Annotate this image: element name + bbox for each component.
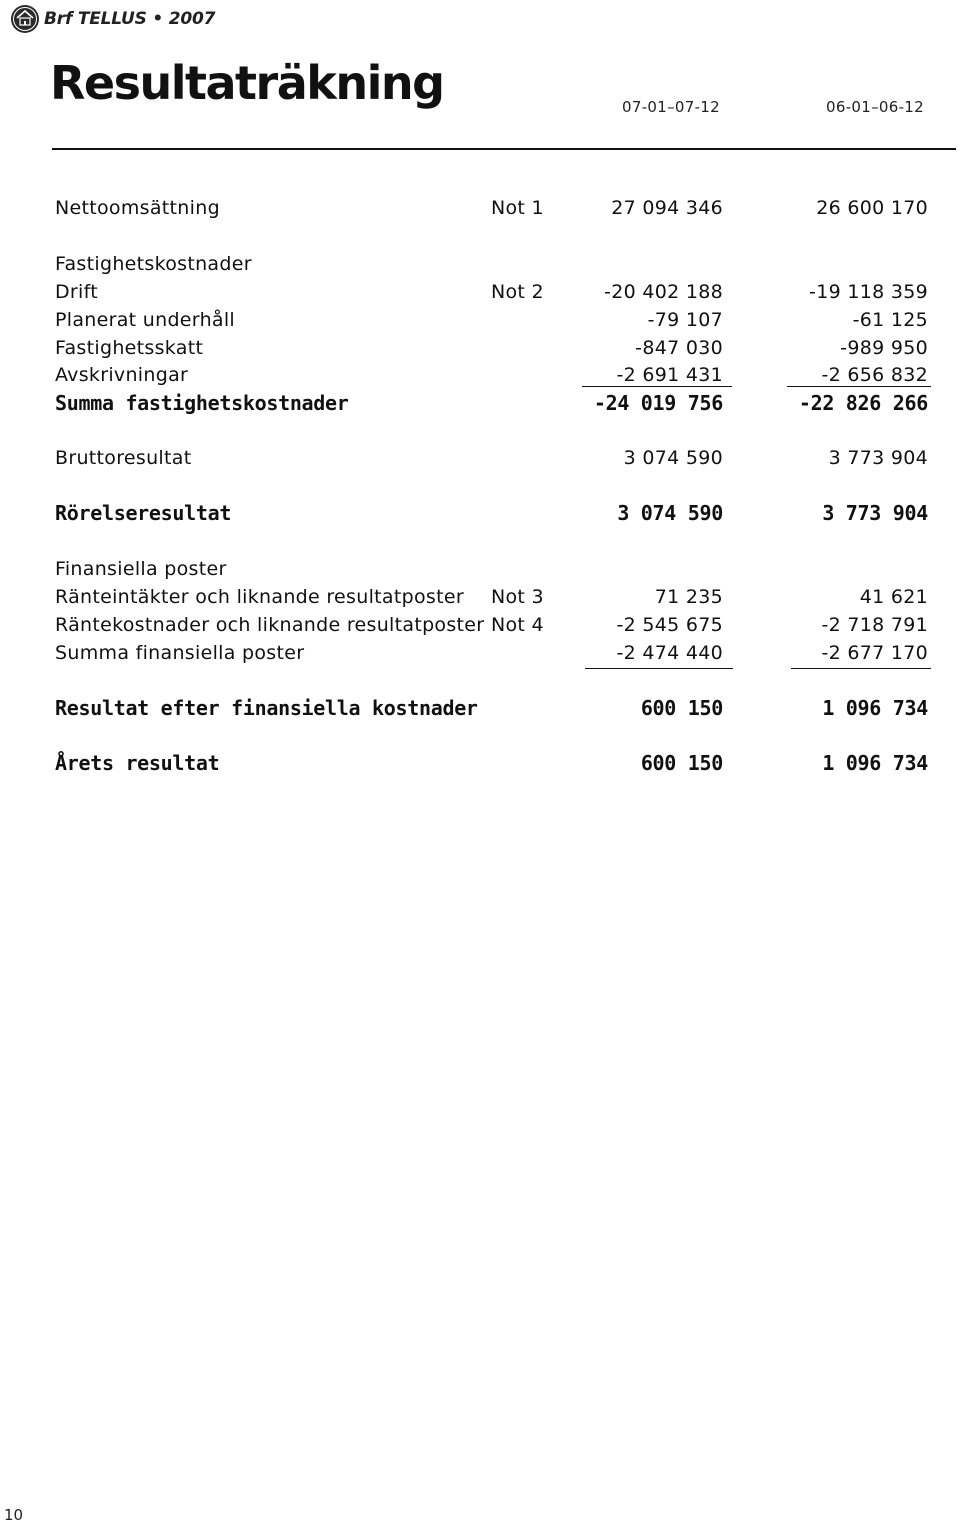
page-number: 10 — [4, 1506, 24, 1524]
value-current: -847 030 — [635, 337, 723, 359]
subtotal-rule-previous — [787, 386, 931, 387]
row-summa-finansiella-poster — [0, 639, 960, 667]
value-previous: 1 096 734 — [822, 696, 928, 720]
value-current: 27 094 346 — [611, 197, 723, 219]
value-previous: -19 118 359 — [809, 281, 928, 303]
value-previous: -61 125 — [852, 309, 928, 331]
title-divider — [52, 148, 956, 150]
period-current-header: 07-01–07-12 — [622, 98, 720, 116]
value-previous: -22 826 266 — [798, 391, 928, 415]
period-previous-header: 06-01–06-12 — [826, 98, 924, 116]
subtotal-rule-previous — [791, 668, 931, 669]
value-current: -2 474 440 — [616, 642, 723, 664]
brand-name: Brf TELLUS • 2007 — [44, 9, 216, 29]
value-current: -20 402 188 — [604, 281, 723, 303]
row-rorelseresultat — [0, 499, 960, 527]
row-label: Räntekostnader och liknande resultatposter — [55, 614, 485, 636]
row-label: Årets resultat — [55, 751, 220, 775]
row-bruttoresultat — [0, 444, 960, 472]
row-label: Avskrivningar — [55, 364, 189, 386]
row-label: Drift — [55, 281, 99, 303]
value-previous: 1 096 734 — [822, 751, 928, 775]
value-current: -2 691 431 — [616, 364, 723, 386]
row-label: Nettoomsättning — [55, 197, 220, 219]
row-avskrivningar — [0, 361, 960, 389]
row-note: Not 4 — [491, 614, 544, 636]
row-label: Summa fastighetskostnader — [55, 391, 349, 415]
row-ranteintakter — [0, 583, 960, 611]
value-previous: -2 656 832 — [821, 364, 928, 386]
row-label: Resultat efter finansiella kostnader — [55, 696, 478, 720]
page-header — [10, 4, 215, 34]
value-previous: -2 677 170 — [821, 642, 928, 664]
value-previous: -2 718 791 — [821, 614, 928, 636]
row-planerat-underhall — [0, 306, 960, 334]
section-heading-label: Finansiella poster — [55, 558, 227, 580]
value-current: 600 150 — [640, 696, 723, 720]
value-current: -2 545 675 — [616, 614, 723, 636]
value-current: -24 019 756 — [593, 391, 723, 415]
brf-tellus-logo-icon — [10, 4, 40, 34]
section-heading-label: Fastighetskostnader — [55, 253, 252, 275]
value-previous: 3 773 904 — [822, 501, 928, 525]
row-note: Not 3 — [491, 586, 544, 608]
subtotal-rule-current — [585, 668, 733, 669]
value-current: 3 074 590 — [617, 501, 723, 525]
row-arets-resultat — [0, 749, 960, 777]
row-label: Bruttoresultat — [55, 447, 192, 469]
row-label: Ränteintäkter och liknande resultatposter — [55, 586, 464, 608]
row-note: Not 1 — [491, 197, 544, 219]
section-heading-fastighetskostnader — [0, 250, 960, 278]
row-label: Planerat underhåll — [55, 309, 236, 331]
value-current: 71 235 — [654, 586, 723, 608]
value-previous: 26 600 170 — [816, 197, 928, 219]
row-fastighetsskatt — [0, 334, 960, 362]
value-previous: 41 621 — [859, 586, 928, 608]
value-previous: 3 773 904 — [828, 447, 928, 469]
subtotal-rule-current — [582, 386, 732, 387]
row-nettoomsattning — [0, 194, 960, 222]
row-label: Fastighetsskatt — [55, 337, 204, 359]
value-current: 600 150 — [640, 751, 723, 775]
row-note: Not 2 — [491, 281, 544, 303]
section-heading-finansiella-poster — [0, 555, 960, 583]
value-current: -79 107 — [647, 309, 723, 331]
row-summa-fastighetskostnader — [0, 389, 960, 417]
page-title: Resultaträkning — [50, 56, 444, 110]
value-previous: -989 950 — [840, 337, 928, 359]
value-current: 3 074 590 — [623, 447, 723, 469]
row-rantekostnader — [0, 611, 960, 639]
row-resultat-efter-finansiella-kostnader — [0, 694, 960, 722]
row-label: Rörelseresultat — [55, 501, 232, 525]
row-label: Summa finansiella poster — [55, 642, 305, 664]
row-drift — [0, 278, 960, 306]
